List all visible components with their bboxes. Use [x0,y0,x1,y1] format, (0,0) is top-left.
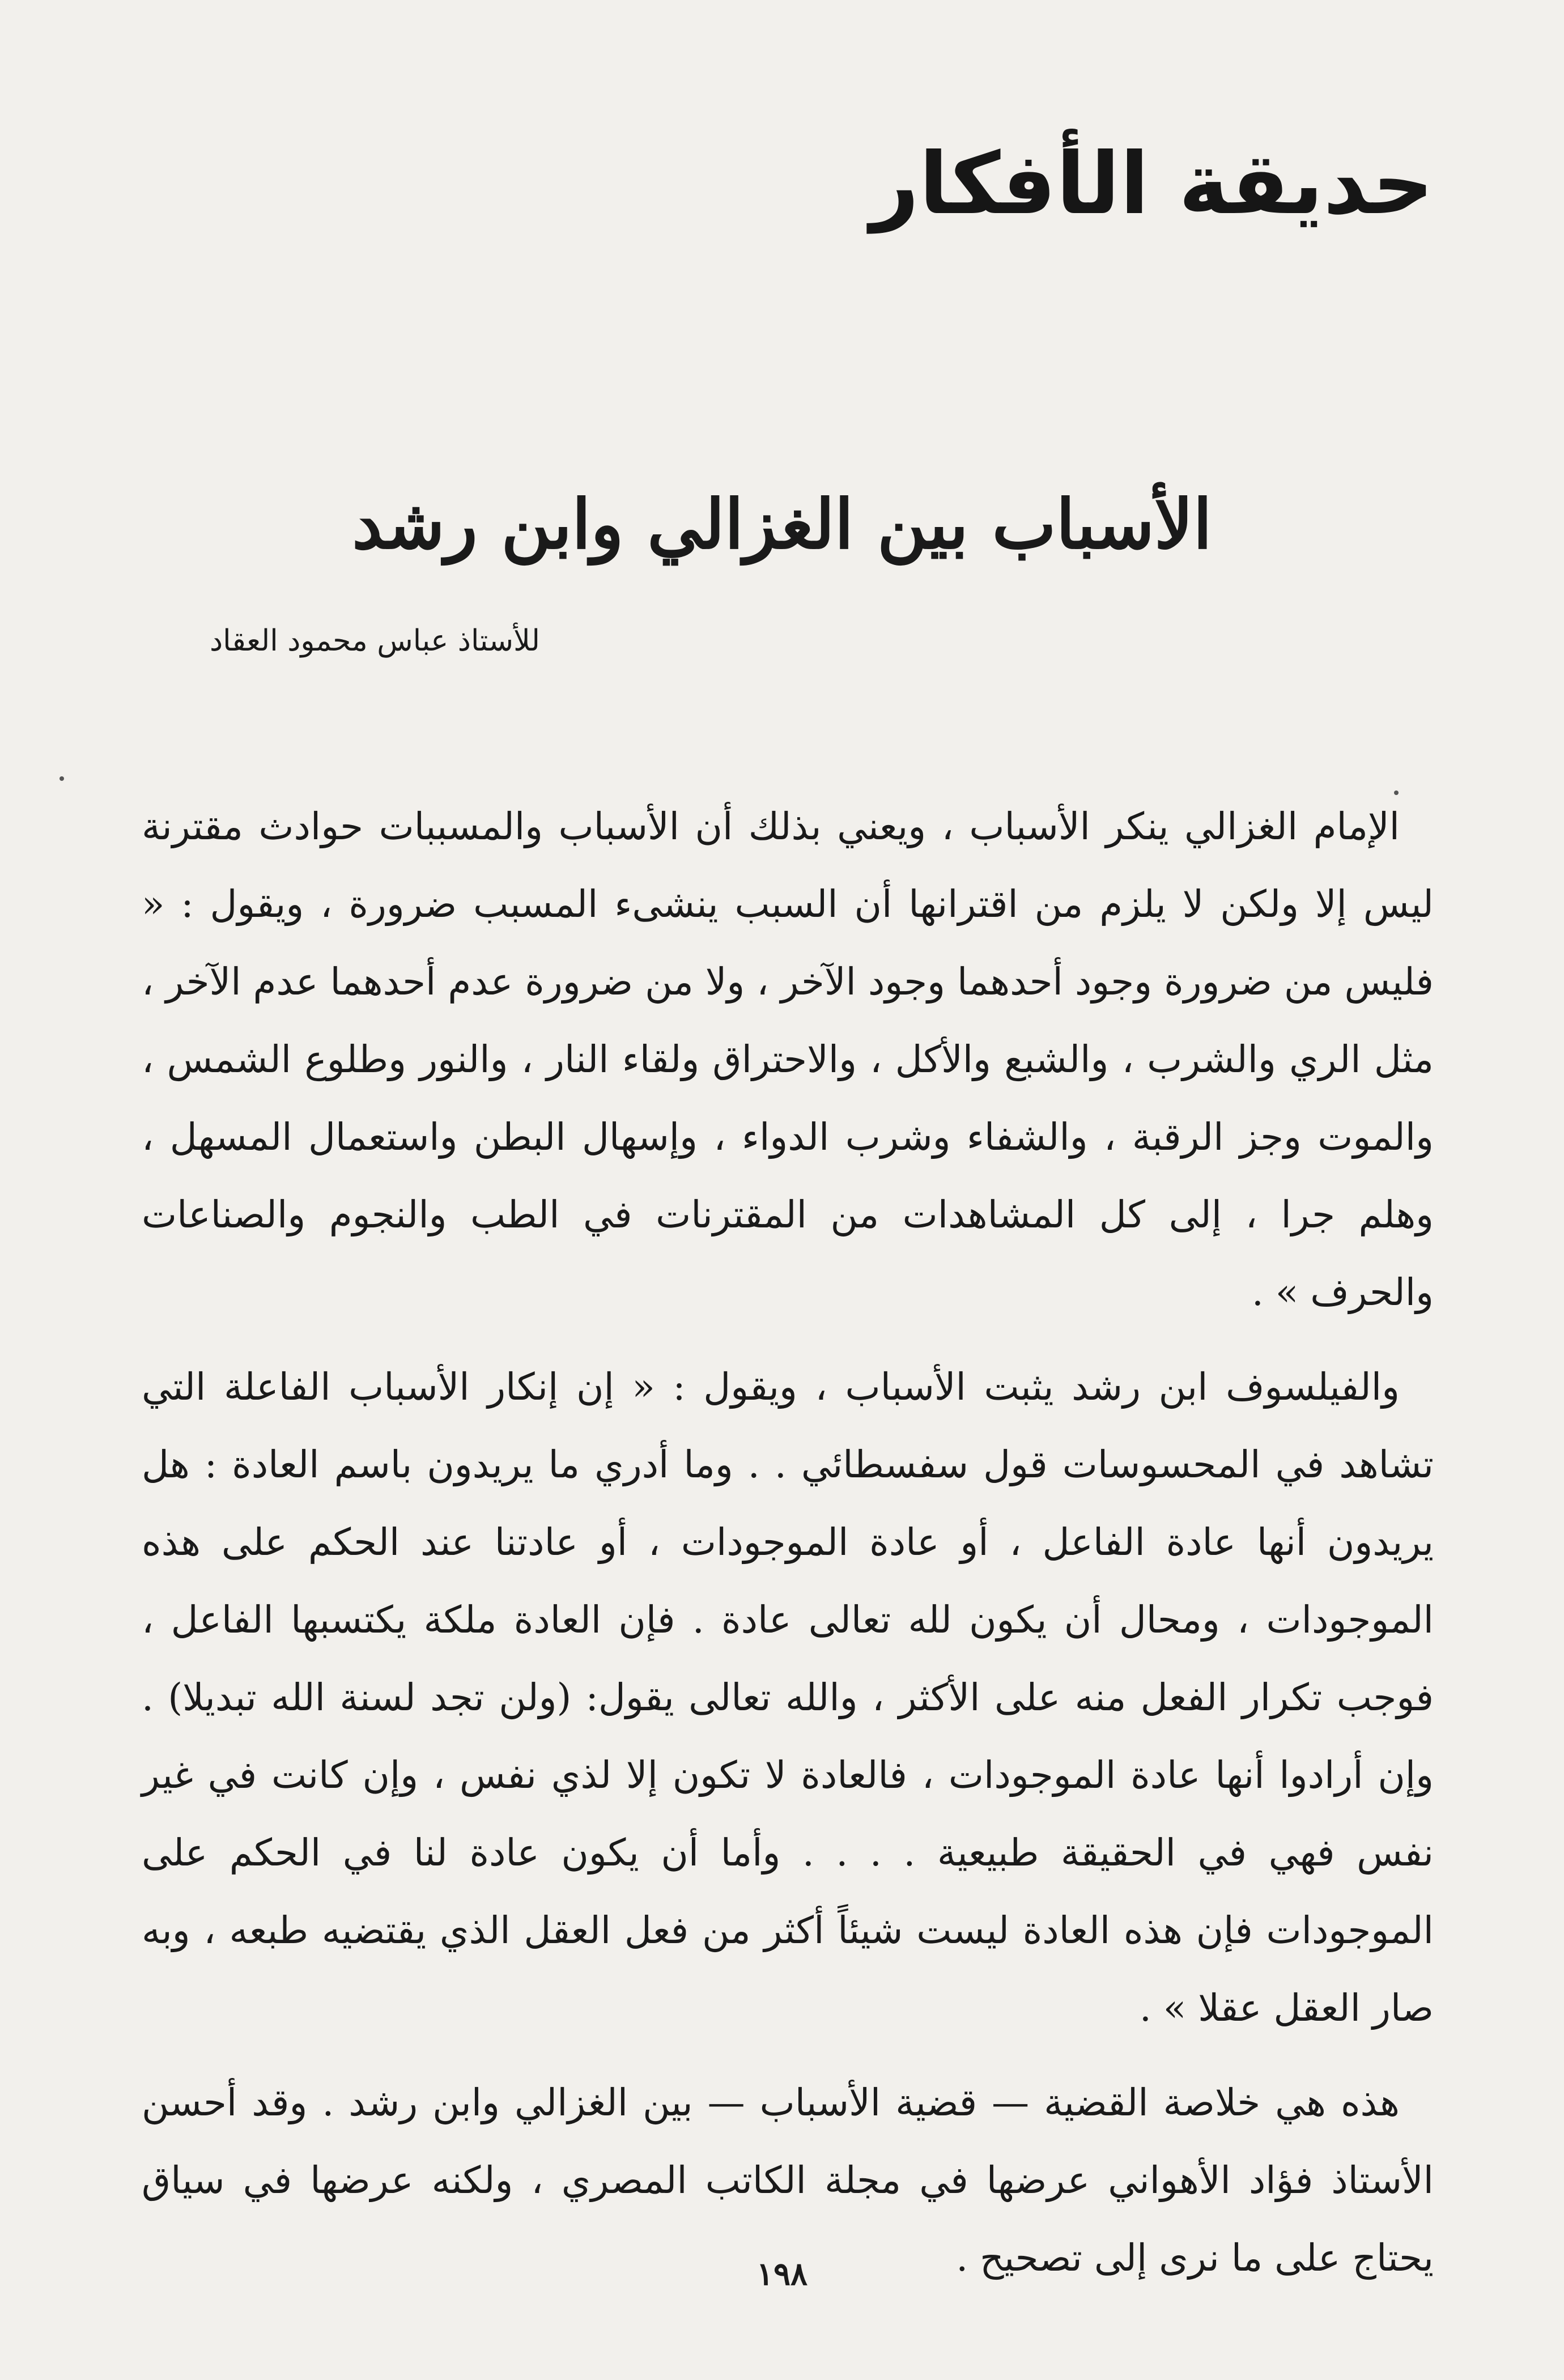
speck-mark [60,776,64,781]
paragraph: الإمام الغزالي ينكر الأسباب ، ويعني بذلك أن الأسباب والمسببات حوادث مقترنة ليس إلا ولكن لا يلزم من اقترانها أن السبب ينشىء المسبب ضرورة ، ويقول : « فليس من ضرورة وجود أحدهما وجود الآخر ، ولا من ضرورة عدم أحدهما عدم الآخر ، مثل الري والشرب ، والشبع والأكل ، والاحتراق ولقاء النار ، والنور وطلوع الشمس ، والموت وجز الرقبة ، والشفاء وشرب الدواء ، وإسهال البطن واستعمال المسهل ، وهلم جرا ، إلى كل المشاهدات من المقترنات في الطب والنجوم والصناعات والحرف » . [142,805,1434,1314]
article-title: الأسباب بين الغزالي وابن رشد [352,484,1212,564]
section-header-title: حديقة الأفكار [870,135,1434,233]
page-number: ١٩٨ [756,2255,808,2293]
speck-mark [1394,790,1399,795]
article-body [142,788,1434,2314]
paragraph: والفيلسوف ابن رشد يثبت الأسباب ، ويقول : « إن إنكار الأسباب الفاعلة التي تشاهد في المحسوسات قول سفسطائي . . وما أدري ما يريدون باسم العادة : هل يريدون أنها عادة الفاعل ، أو عادة الموجودات ، أو عادتنا عند الحكم على هذه الموجودات ، ومحال أن يكون لله تعالى عادة . فإن العادة ملكة يكتسبها الفاعل ، فوجب تكرار الفعل منه على الأكثر ، والله تعالى يقول: (ولن تجد لسنة الله تبديلا) . وإن أرادوا أنها عادة الموجودات ، فالعادة لا تكون إلا لذي نفس ، وإن كانت في غير نفس فهي في الحقيقة طبيعية . . . . وأما أن يكون عادة لنا في الحكم على الموجودات فإن هذه العادة ليست شيئاً أكثر من فعل العقل الذي يقتضيه طبعه ، وبه صار العقل عقلا » . [142,1365,1434,2030]
article-byline: للأستاذ عباس محمود العقاد [210,624,540,658]
paragraph: هذه هي خلاصة القضية — قضية الأسباب — بين الغزالي وابن رشد . وقد أحسن الأستاذ فؤاد الأهواني عرضها في مجلة الكاتب المصري ، ولكنه عرضها في سياق يحتاج على ما نرى إلى تصحيح . [142,2081,1434,2280]
